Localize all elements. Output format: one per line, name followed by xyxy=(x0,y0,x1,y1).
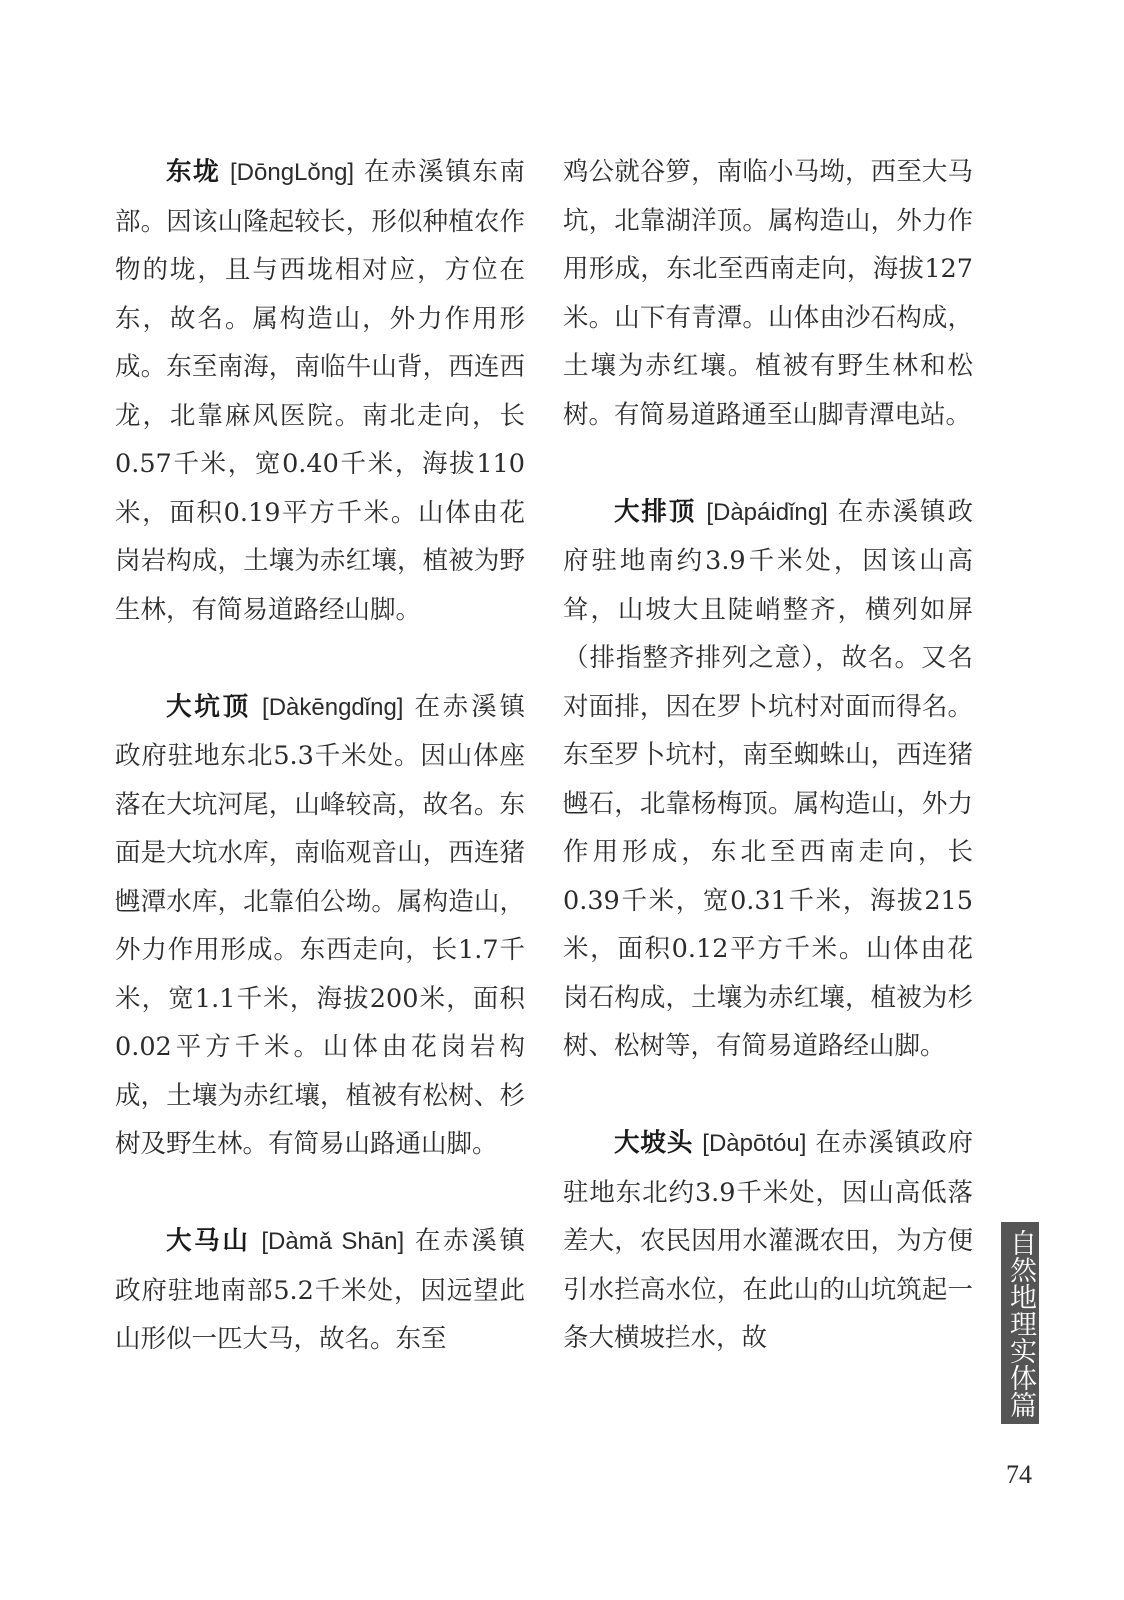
entry-donglong xyxy=(115,148,525,634)
page-number: 74 xyxy=(1006,1460,1032,1489)
entry-dapaiding xyxy=(563,488,973,1071)
entry-text: 在赤溪镇政府驻地东北约3.9千米处，因山高低落差大，农民因用水灌溉农田，为方便引水拦高水位，在此山的山坑筑起一条大横坡拦水，故 xyxy=(563,1128,973,1353)
entry-text: 在赤溪镇东南部。因该山隆起较长，形似种植农作物的垅，且与西垅相对应，方位在东，故名。属构造山，外力作用形成。东至南海，南临牛山背，西连西龙，北靠麻风医院。南北走向，长0.57千米，宽0.40千米，海拔110米，面积0.19平方千米。山体由花岗岩构成，土壤为赤红壤，植被为野生林，有简易道路经山脚。 xyxy=(115,157,525,625)
entry-pinyin: [Dàkēngdǐng] xyxy=(262,693,404,721)
entry-term: 大坡头 xyxy=(614,1128,694,1158)
entry-text: 鸡公就谷箩，南临小马坳，西至大马坑，北靠湖洋顶。属构造山，外力作用形成，东北至西南走向，海拔127米。山下有青潭。山体由沙石构成，土壤为赤红壤。植被有野生林和松树。有简易道路通至山脚青潭电站。 xyxy=(563,157,973,430)
entry-term: 东垅 xyxy=(166,157,221,187)
entry-pinyin: [Dàmǎ Shān] xyxy=(261,1228,405,1255)
entry-term: 大排顶 xyxy=(614,496,697,527)
entry-text: 在赤溪镇政府驻地南部5.2千米处，因远望此山形似一匹大马，故名。东至 xyxy=(115,1226,525,1354)
entry-pinyin: [Dàpáidǐng] xyxy=(706,498,828,526)
entry-term: 大坑顶 xyxy=(166,691,252,722)
entry-damashan-continuation xyxy=(563,148,973,439)
entry-dakengding xyxy=(115,683,525,1169)
entry-text: 在赤溪镇政府驻地南约3.9千米处，因该山高耸，山坡大且陡峭整齐，横列如屏（排指整齐排列之意），故名。又名对面排，因在罗卜坑村对面而得名。东至罗卜坑村，南至蜘蛛山，西连猪乸石，北靠杨梅顶。属构造山，外力作用形成，东北至西南走向，长0.39千米，宽0.31千米，海拔215米，面积0.12平方千米。山体由花岗石构成，土壤为赤红壤，植被为杉树、松树等，有简易道路经山脚。 xyxy=(563,496,973,1061)
section-side-tab: 自然地理实体篇 xyxy=(1001,1222,1039,1424)
left-column xyxy=(115,148,525,1364)
entry-pinyin: [Dàpōtóu] xyxy=(702,1130,807,1157)
right-column xyxy=(563,148,973,1363)
entry-pinyin: [DōngLǒng] xyxy=(230,159,355,186)
entry-dapotou xyxy=(563,1119,973,1363)
entry-damashan xyxy=(115,1217,525,1364)
entry-term: 大马山 xyxy=(166,1226,251,1256)
entry-text: 在赤溪镇政府驻地东北5.3千米处。因山体座落在大坑河尾，山峰较高，故名。东面是大坑水库，南临观音山，西连猪乸潭水库，北靠伯公坳。属构造山，外力作用形成。东西走向，长1.7千米，宽1.1千米，海拔200米，面积0.02平方千米。山体由花岗岩构成，土壤为赤红壤，植被有松树、杉树及野生林。有简易山路通山脚。 xyxy=(115,691,525,1159)
